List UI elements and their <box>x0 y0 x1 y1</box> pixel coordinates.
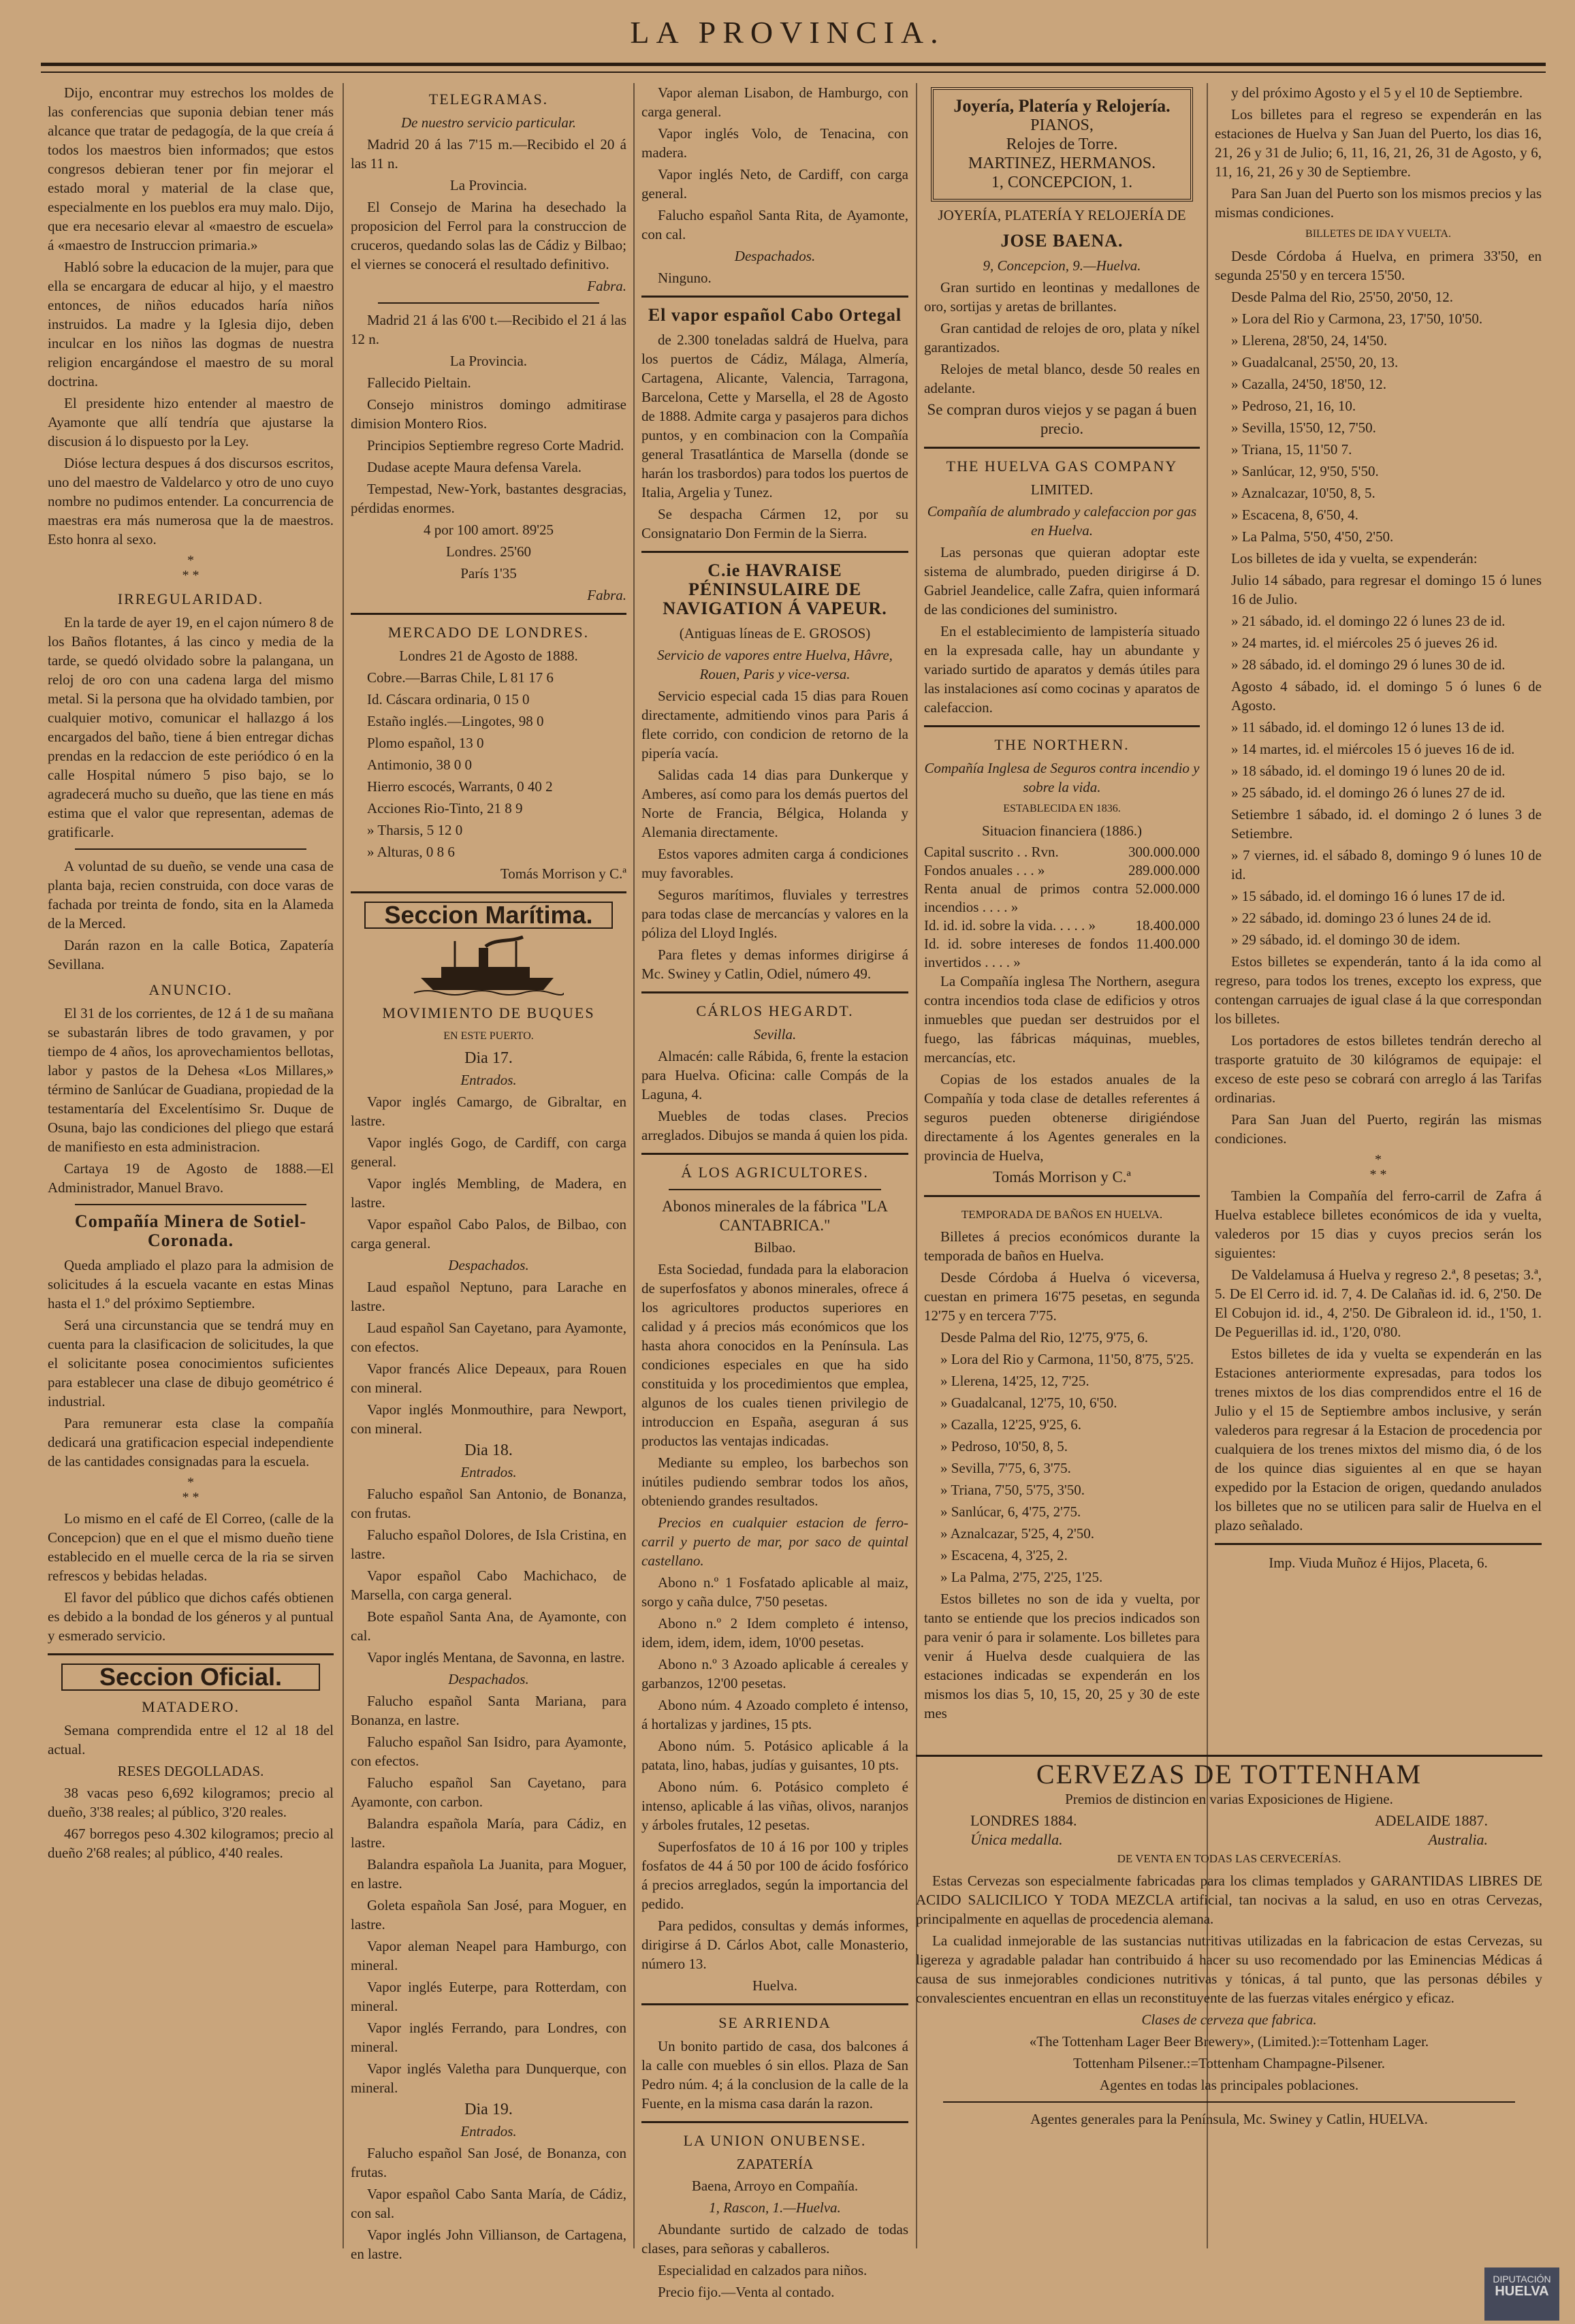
ad-title: Joyería, Platería y Relojería. <box>953 96 1171 116</box>
list-item: Agosto 4 sábado, id. el domingo 5 ó lunes 6 de Agosto. <box>1231 678 1542 714</box>
table-cell-value: 52.000.000 <box>1135 880 1200 897</box>
paragraph: Billetes á precios económicos durante la temporada de baños en Huelva. <box>924 1228 1200 1264</box>
subheading: Abonos minerales de la fábrica "LA CANTABRICA." <box>662 1198 888 1234</box>
ship-entry: Vapor inglés Euterpe, para Rotterdam, con mineral. <box>351 1979 626 2014</box>
paragraph: 38 vacas peso 6,692 kilogramos; precio al dueño, 3'38 reales; al público, 3'20 reales. <box>48 1785 334 1820</box>
heading-jose-baena: JOSE BAENA. <box>1000 231 1124 251</box>
beer-advertisement <box>916 1747 1542 2305</box>
paragraph: Los billetes de ida y vuelta, se expenderán: <box>1231 550 1478 567</box>
ad-box-martinez <box>931 87 1193 202</box>
list-item: » Llerena, 14'25, 12, 7'25. <box>940 1373 1089 1389</box>
separator <box>641 991 908 993</box>
ship-entry: Goleta española San José, para Moguer, en lastre. <box>351 1897 626 1932</box>
column-5 <box>1215 83 1542 1731</box>
column-divider <box>633 83 635 2248</box>
paragraph: Para San Juan del Puerto son los mismos precios y las mismas condiciones. <box>1215 185 1542 221</box>
quote-line: Londres. 25'60 <box>445 543 532 560</box>
paragraph: Seguros marítimos, fluviales y terrestres para todas clase de mercancías y valores en la póliza del Lloyd Inglés. <box>641 887 908 941</box>
ad-line: Relojes de Torre. <box>1006 136 1118 153</box>
market-line: Antimonio, 38 0 0 <box>367 757 473 773</box>
paragraph: La cualidad inmejorable de las sustancias nutritivas utilizadas en la fabricacion de estas Cervezas, su ligereza y agradable paladar han contribuido á hacer su uso recomendado por las Eminencias Médicas á causa de sus inmejorables condiciones nutritivas y tónicas, á tal punto, que las personas débiles y convalescientes encuentran en ellas un reconstituyente de las fuerzas vitales enérgico y eficaz. <box>916 1932 1542 2006</box>
list-item: » Cazalla, 24'50, 18'50, 12. <box>1231 376 1387 392</box>
separator <box>924 1195 1200 1197</box>
paragraph: Abundante surtido de calzado de todas clases, para señoras y caballeros. <box>641 2221 908 2257</box>
paragraph: Tottenham Pilsener.:=Tottenham Champagne-Pilsener. <box>1073 2055 1385 2071</box>
heading-havraise: C.ie HAVRAISE PÉNINSULAIRE DE NAVIGATION Á VAPEUR. <box>663 560 887 618</box>
paragraph: Precio fijo.—Venta al contado. <box>658 2284 835 2300</box>
paragraph: Agentes en todas las principales poblaciones. <box>1099 2077 1359 2093</box>
list-item: » Sanlúcar, 6, 4'75, 2'75. <box>940 1503 1081 1520</box>
table-cell-label: Capital suscrito . . Rvn. <box>924 844 1059 860</box>
paragraph: Para San Juan del Puerto, regirán las mismas condiciones. <box>1215 1111 1542 1147</box>
ornament: * * * <box>182 553 200 583</box>
ship-entry: Vapor inglés Membling, de Madera, en lastre. <box>351 1175 626 1211</box>
paragraph: Desde Córdoba á Huelva ó viceversa, cuestan en primera 16'75 pesetas, en segunda 12'75 y en tercera 7'75. <box>924 1269 1200 1324</box>
separator <box>669 1189 881 1190</box>
paragraph: de 2.300 toneladas saldrá de Huelva, para los puertos de Cádiz, Málaga, Almería, Cartagena, Alicante, Valencia, Tarragona, Barcelona, Cette y Marsella, el 28 de Agosto de 1888. Admite carga y pasajeros para dichos puntos, y en combinacion con la Compañía general Trasatlántica de Marsella (donde se harán los trasbordos) para todos los puertos de Italia, Argelia y Tunez. <box>641 332 908 500</box>
ship-entry: Vapor aleman Lisabon, de Hamburgo, con carga general. <box>641 84 908 120</box>
paragraph: Queda ampliado el plazo para la admision de solicitudes á la escuela vacante en estas Minas hasta el 1.º del próximo Septiembre. <box>48 1257 334 1311</box>
day-heading: Dia 17. <box>464 1049 513 1067</box>
separator <box>924 447 1200 449</box>
award-row <box>916 1830 1542 1849</box>
paragraph: En el establecimiento de lampistería situado en la expresada calle, hay un abundante y variado surtido de aparatos y demás útiles para las instalaciones así como cocinas y aparatos de calefaccion. <box>924 623 1200 716</box>
list-item: » Aznalcazar, 10'50, 8, 5. <box>1231 485 1375 501</box>
heading-mercado: MERCADO DE LONDRES. <box>387 624 590 641</box>
signature: Tomás Morrison y C.ª <box>993 1168 1131 1185</box>
paragraph: Estos billetes se expenderán, tanto á la ida como al regreso, para todos los trenes, excepto los express, que contengan carruajes de igual clase á la que correspondan los billetes. <box>1215 953 1542 1027</box>
paragraph: Tempestad, New-York, bastantes desgracias, pérdidas enormes. <box>351 481 626 516</box>
subheading: DE VENTA EN TODAS LAS CERVECERÍAS. <box>1117 1852 1341 1865</box>
table-cell-value: 18.400.000 <box>1135 917 1200 934</box>
ship-entry: Vapor francés Alice Depeaux, para Rouen con mineral. <box>351 1360 626 1396</box>
list-item: » 18 sábado, id. el domingo 19 ó lunes 20 de id. <box>1231 763 1506 779</box>
ship-entry: Vapor inglés Mentana, de Savonna, en lastre. <box>367 1649 625 1666</box>
section-title-oficial: Seccion Oficial. <box>61 1664 320 1691</box>
ship-entry: Vapor inglés Camargo, de Gibraltar, en lastre. <box>351 1094 626 1129</box>
list-item: » 21 sábado, id. el domingo 22 ó lunes 23 de id. <box>1231 613 1506 629</box>
column-1 <box>48 83 334 2310</box>
paragraph: Un bonito partido de casa, dos balcones á la calle con muebles ó sin ellos. Plaza de San Pedro núm. 4; á la conclusion de la calle de la Fuente, en la misma casa darán la razon. <box>641 2038 908 2112</box>
separator <box>48 1653 334 1655</box>
paragraph: Dióse lectura despues á dos discursos escritos, uno del maestro de Valdelarco y otro de uno cuyo nombre no pudimos entender. La concurrencia de maestras era más numerosa que la de maestros. Esto honra al sexo. <box>48 455 334 547</box>
list-item: » Escacena, 4, 3'25, 2. <box>940 1547 1068 1563</box>
paragraph: Almacén: calle Rábida, 6, frente la estacion para Huelva. Oficina: calle Compás de la Laguna, 4. <box>641 1048 908 1102</box>
signature: Fabra. <box>587 278 626 294</box>
paragraph: Desde Palma del Rio, 12'75, 9'75, 6. <box>940 1329 1149 1346</box>
table-row <box>924 917 1200 935</box>
paragraph: Se despacha Cármen 12, por su Consignatario Don Fermin de la Sierra. <box>641 506 908 541</box>
paragraph: Desde Córdoba á Huelva, en primera 33'50, en segunda 25'50 y en tercera 15'50. <box>1215 248 1542 283</box>
heading-northern: THE NORTHERN. <box>994 736 1130 753</box>
market-line: Estaño inglés.—Lingotes, 98 0 <box>367 713 544 729</box>
subheading: Bilbao. <box>754 1239 796 1256</box>
ad-line: 1, CONCEPCION, 1. <box>991 174 1133 191</box>
stamp-line: DIPUTACIÓN <box>1493 2274 1551 2285</box>
paragraph: Abono núm. 4 Azoado completo é intenso, á hortalizas y jardines, 15 pts. <box>641 1697 908 1732</box>
list-item: » Cazalla, 12'25, 9'25, 6. <box>940 1416 1082 1433</box>
list-item: » Pedroso, 21, 16, 10. <box>1231 398 1356 414</box>
list-item: » 25 sábado, id. el domingo 26 ó lunes 27 de id. <box>1231 784 1506 801</box>
stamp-line: HUELVA <box>1495 2284 1549 2299</box>
separator <box>924 725 1200 727</box>
paragraph: Muebles de todas clases. Precios arreglados. Dibujos se manda á quien los pida. <box>641 1108 908 1143</box>
subheading: Situacion financiera (1886.) <box>982 823 1142 839</box>
paragraph: Darán razon en la calle Botica, Zapatería Sevillana. <box>48 937 334 972</box>
signature: La Provincia. <box>449 353 528 369</box>
masthead <box>0 0 1575 65</box>
subheading: 1, Rascon, 1.—Huelva. <box>709 2199 841 2216</box>
ship-entry: Falucho español Santa Mariana, para Bonanza, en lastre. <box>351 1693 626 1728</box>
ship-entry: Falucho español San Cayetano, para Ayamonte, con carbon. <box>351 1774 626 1810</box>
paragraph: Madrid 20 á las 7'15 m.—Recibido el 20 á las 11 n. <box>351 136 626 172</box>
steamship-illustration <box>414 936 564 997</box>
list-item: » 15 sábado, id. el domingo 16 ó lunes 17 de id. <box>1231 888 1506 904</box>
paragraph: Superfosfatos de 10 á 16 por 100 y triples fosfatos de 44 á 50 por 100 de ácido fosfórico á precios arreglados, según la importancia del pedido. <box>641 1838 908 1912</box>
paragraph: Desde Palma del Rio, 25'50, 20'50, 12. <box>1231 289 1454 305</box>
table-row <box>924 861 1200 880</box>
list-item: » Guadalcanal, 25'50, 20, 13. <box>1231 354 1399 370</box>
award-note: Única medalla. <box>970 1831 1063 1848</box>
archive-stamp <box>1484 2267 1559 2321</box>
ship-entry: Vapor español Cabo Santa María, de Cádiz, con sal. <box>351 2186 626 2221</box>
date-list <box>1215 571 1542 949</box>
ornament: * * * <box>1369 1152 1387 1182</box>
market-line: » Alturas, 0 8 6 <box>367 844 455 860</box>
list-item: » 11 sábado, id. el domingo 12 ó lunes 13 de id. <box>1231 719 1505 735</box>
paragraph: Lo mismo en el café de El Correo, (calle de la Concepcion) que en el que el mismo dueño tiene establecido en el muelle cerca de la ria se sirven refrescos y bebidas heladas. <box>48 1510 334 1584</box>
paragraph: Los portadores de estos billetes tendrán derecho al trasporte gratuito de 30 kilógramos de equipaje: el exceso de este peso se cobrará con arreglo á las Tarifas ordinarias. <box>1215 1032 1542 1106</box>
subheading: 9, Concepcion, 9.—Huelva. <box>983 257 1141 274</box>
list-item: » 29 sábado, id. el domingo 30 de idem. <box>1231 932 1461 948</box>
ad-line: PIANOS, <box>1030 116 1094 134</box>
market-line: Id. Cáscara ordinaria, 0 15 0 <box>367 691 530 707</box>
paragraph: Para pedidos, consultas y demás informes, dirigirse á D. Cárlos Abot, calle Monasterio, número 13. <box>641 1917 908 1972</box>
paragraph: Consejo ministros domingo admitirase dimision Montero Rios. <box>351 396 626 432</box>
ship-entry: Falucho español San José, de Bonanza, con frutas. <box>351 2145 626 2180</box>
list-item: » 22 sábado, id. domingo 23 ó lunes 24 de id. <box>1231 910 1492 926</box>
separator <box>641 296 908 298</box>
paragraph: Abono núm. 6. Potásico completo é intenso, aplicable á las viñas, olivos, naranjos y árboles frutales, 12 pesetas. <box>641 1779 908 1833</box>
market-line: Hierro escocés, Warrants, 0 40 2 <box>367 778 553 795</box>
list-item: » 28 sábado, id. el domingo 29 ó lunes 30 de id. <box>1231 656 1506 673</box>
list-item: » Triana, 7'50, 5'75, 3'50. <box>940 1482 1085 1498</box>
paragraph: Tambien la Compañía del ferro-carril de Zafra á Huelva establece billetes económicos de ida y vuelta, valederos por 15 dias y cuyos precios serán los siguientes: <box>1215 1188 1542 1261</box>
market-line: Londres 21 de Agosto de 1888. <box>399 648 578 664</box>
list-item: » Triana, 15, 11'50 7. <box>1231 441 1352 458</box>
subheading: JOYERÍA, PLATERÍA Y RELOJERÍA DE <box>938 207 1186 223</box>
list-item: » 14 martes, id. el miércoles 15 ó jueves 16 de id. <box>1231 741 1515 757</box>
paragraph: Precios en cualquier estacion de ferro-carril y puerto de mar, por saco de quintal castellano. <box>641 1514 908 1569</box>
subheading: Baena, Arroyo en Compañía. <box>691 2178 859 2194</box>
subheading: Despachados. <box>448 1257 529 1273</box>
separator <box>1215 1543 1542 1545</box>
heading-se-arrienda: SE ARRIENDA <box>718 2014 831 2031</box>
paragraph: 467 borregos peso 4.302 kilogramos; precio al dueño 2'68 reales; al público, 4'40 reales. <box>48 1826 334 1861</box>
heading-telegramas: TELEGRAMAS. <box>428 91 549 108</box>
paragraph: Mediante su empleo, los barbechos son inútiles pudiendo sembrar todos los años, obteniendo grandes resultados. <box>641 1454 908 1509</box>
column-divider <box>343 83 344 2248</box>
paragraph: Estos billetes no son de ida y vuelta, por tanto se entiende que los precios indicados son para venir ó para ir solamente. Los billetes para venir á Huelva desde cualquiera de las estaciones indicadas se expenderán en los mismos los dias 5, 10, 15, 20, 25 y 30 de este mes <box>924 1591 1200 1721</box>
paragraph: y del próximo Agosto y el 5 y el 10 de Septiembre. <box>1231 84 1523 101</box>
subheading: Despachados. <box>448 1671 529 1687</box>
paragraph: Estos vapores admiten carga á condiciones muy favorables. <box>641 846 908 881</box>
paragraph: Dijo, encontrar muy estrechos los moldes de las conferencias que suponia debian tener más alcance que tratar de pedagogía, de la que creía á todos los maestros bien informados; que estos congresos debieran tener por fin mejorar el estado moral y material de la clase que, especialmente en los pueblos era muy malo. Dijo, que era necesario elevar al «maestro de escuela» á «maestro de Instruccion primaria.» <box>48 84 334 253</box>
ship-entry: Vapor inglés Volo, de Tenacina, con madera. <box>641 125 908 161</box>
subheading: Entrados. <box>460 2123 517 2139</box>
paragraph: Copias de los estados anuales de la Compañía y toda clase de detalles referentes á seguros pueden obtenerse dirigiéndose directamente á los Agentes generales en la provincia de Huelva, <box>924 1071 1200 1164</box>
ship-entry: Laud español San Cayetano, para Ayamonte, con efectos. <box>351 1320 626 1355</box>
market-line: Acciones Rio-Tinto, 21 8 9 <box>367 800 523 816</box>
column-3 <box>641 83 908 2310</box>
list-item: » 24 martes, id. el miércoles 25 ó jueves 26 id. <box>1231 635 1498 651</box>
paragraph: La Compañía inglesa The Northern, asegura contra incendios toda clase de edificios y otros inmuebles que puedan ser destruidos por el fuego, las fábricas máquinas, muebles, mercancías, etc. <box>924 973 1200 1066</box>
table-cell-label: Renta anual de primos contra incendios . . . . » <box>924 880 1128 915</box>
subheading: Sevilla. <box>753 1026 797 1042</box>
day-heading: Dia 18. <box>464 1442 513 1459</box>
ornament: * * * <box>182 1475 200 1505</box>
ship-entry: Balandra española María, para Cádiz, en lastre. <box>351 1815 626 1851</box>
table-cell-value: 11.400.000 <box>1136 936 1200 952</box>
subheading: Entrados. <box>460 1464 517 1480</box>
list-item: » La Palma, 5'50, 4'50, 2'50. <box>1231 528 1394 545</box>
subheading: ESTABLECIDA EN 1836. <box>1003 803 1121 814</box>
list-item: » Guadalcanal, 12'75, 10, 6'50. <box>940 1395 1117 1411</box>
subheading: Compañía de alumbrado y calefaccion por gas en Huelva. <box>927 503 1197 539</box>
list-item: » 7 viernes, id. el sábado 8, domingo 9 ó lunes 10 de id. <box>1231 847 1542 882</box>
paragraph: Madrid 21 á las 6'00 t.—Recibido el 21 á las 12 n. <box>351 312 626 347</box>
separator <box>641 2003 908 2005</box>
heading-movimiento: MOVIMIENTO DE BUQUES <box>382 1004 595 1021</box>
separator <box>641 551 908 553</box>
table-cell-label: Id. id. id. sobre la vida. . . . . » <box>924 917 1096 934</box>
table-cell-value: 300.000.000 <box>1128 844 1200 860</box>
paragraph: Para fletes y demas informes dirigirse á Mc. Swiney y Catlin, Odiel, número 49. <box>641 946 908 982</box>
separator <box>641 1153 908 1155</box>
signature: Tomás Morrison y C.ª <box>500 865 626 882</box>
heading-anuncio: ANUNCIO. <box>148 981 233 998</box>
subheading: De nuestro servicio particular. <box>400 114 577 131</box>
paragraph: Semana comprendida entre el 12 al 18 del actual. <box>48 1722 334 1757</box>
paragraph: Los billetes para el regreso se expenderán en las estaciones de Huelva y San Juan del Puerto, los dias 16, 21, 26 y 31 de Julio; 6, 11, 16, 21, 26, 31 de Agosto, y 6, 11, 16, 21, 26 y 30 de Septiembre. <box>1215 106 1542 180</box>
list-item: » Sevilla, 7'75, 6, 3'75. <box>940 1460 1071 1476</box>
paragraph: Abono núm. 5. Potásico aplicable á la patata, lino, habas, judías y guisantes, 10 pts. <box>641 1738 908 1773</box>
separator <box>351 891 626 893</box>
ship-entry: Vapor inglés Gogo, de Cardiff, con carga general. <box>351 1134 626 1170</box>
heading-compania-minera: Compañía Minera de Sotiel-Coronada. <box>74 1211 307 1250</box>
paragraph: Servicio especial cada 15 dias para Rouen directamente, admitiendo vinos para Paris á flete corrido, con condicion de retorno de la pipería vacía. <box>641 688 908 761</box>
subheading: Compañía Inglesa de Seguros contra incendio y sobre la vida. <box>924 760 1200 795</box>
heading-banos: TEMPORADA DE BAÑOS EN HUELVA. <box>961 1208 1163 1221</box>
table-cell-value: 289.000.000 <box>1128 862 1200 878</box>
section-title-maritima: Seccion Marítima. <box>364 902 613 929</box>
paragraph: En la tarde de ayer 19, en el cajon número 8 de los Baños flotantes, á las cinco y media de la tarde, se quedó olvidado sobre la palangana, un reloj de oro con una cadena larga del mismo metal. Si la persona que ha olvidado tambien, por cualquier motivo, comunicar el hallazgo á los encargados del baño, tiene á bien entregar dichas prendas en la redaccion de este periódico ó en la calle Hospital número 5 piso bajo, se lo agradecerá mucho su dueño, que las tiene en más estima que el valor que representan, ademas de gratificarle. <box>48 614 334 840</box>
list-item: Setiembre 1 sábado, id. el domingo 2 ó lunes 3 de Setiembre. <box>1231 806 1542 842</box>
subheading: Clases de cerveza que fabrica. <box>1141 2011 1317 2028</box>
ship-entry: Falucho español Dolores, de Isla Cristina, en lastre. <box>351 1527 626 1562</box>
separator <box>75 848 306 850</box>
paragraph: «The Tottenham Lager Beer Brewery», (Limited.):=Tottenham Lager. <box>1029 2033 1429 2050</box>
fare-list <box>924 1350 1200 1587</box>
heading-union-onubense: LA UNION ONUBENSE. <box>683 2132 867 2149</box>
market-line: Plomo español, 13 0 <box>367 735 484 751</box>
day-heading: Dia 19. <box>464 2101 513 2118</box>
subheading: Entrados. <box>460 1072 517 1088</box>
paragraph: Se compran duros viejos y se pagan á buen precio. <box>927 401 1197 437</box>
paragraph: Será una circunstancia que se tendrá muy en cuenta para la clasificacion de solicitudes, la que el solicitante posea conocimientos suficientes para establecer una clase de dibujo geométrico é industrial. <box>48 1317 334 1410</box>
ship-entry: Vapor inglés Ferrando, para Londres, con mineral. <box>351 2020 626 2055</box>
paragraph: Abono n.º 2 Idem completo é intenso, idem, idem, idem, idem, 10'00 pesetas. <box>641 1615 908 1651</box>
header-rule <box>41 63 1546 73</box>
ad-line: MARTINEZ, HERMANOS. <box>968 155 1156 172</box>
separator <box>351 613 626 615</box>
paragraph: Agentes generales para la Península, Mc. Swiney y Catlin, HUELVA. <box>1030 2111 1428 2127</box>
list-item: » Aznalcazar, 5'25, 4, 2'50. <box>940 1525 1094 1542</box>
subheading: (Antiguas líneas de E. GROSOS) <box>679 625 871 641</box>
paragraph: El favor del público que dichos cafés obtienen es debido a la bondad de los géneros y al puntual y esmerado servicio. <box>48 1589 334 1644</box>
subheading: LIMITED. <box>1030 481 1094 498</box>
paragraph: El 31 de los corrientes, de 12 á 1 de su mañana se subastarán libres de todo gravamen, y por tiempo de 4 años, los aprovechamientos bellotas, labor y pastos de la Dehesa «Los Millares,» término de Sanlúcar de Guadiana, propiedad de la testamentaría del Excelentísimo Sr. Duque de Osuna, bajo las condiciones del pliego que estará de manifiesto en esta administracion. <box>48 1005 334 1155</box>
paragraph: Habló sobre la educacion de la mujer, para que ella se encargara de educar al hijo, y el maestro entonces, de niños educados haría niños instruidos. La madre y la Iglesia dijo, deben inculcar en los niños las dogmas de nuestra religion encargándose el maestro de su moral doctrina. <box>48 259 334 389</box>
table-row <box>924 880 1200 917</box>
subheading: Despachados. <box>734 248 816 264</box>
heading-irregularidad: IRREGULARIDAD. <box>117 590 264 607</box>
subheading: EN ESTE PUERTO. <box>443 1030 534 1042</box>
paragraph: Fallecido Pieltain. <box>367 375 471 391</box>
separator <box>943 2101 1515 2103</box>
paragraph: Para remunerar esta clase la compañía dedicará una gratificacion especial independiente de las cantidades consignadas para la escuela. <box>48 1415 334 1469</box>
quote-line: 4 por 100 amort. 89'25 <box>423 522 554 538</box>
paragraph: De Valdelamusa á Huelva y regreso 2.ª, 8 pesetas; 3.ª, 5. De El Cerro id. id. 7, 4. De Calañas id. id. 6, 2'50. De El Cobujon id. id., 4, 2'50. De Gibraleon id. id., 1'50, 1. De Peguerillas id. id., 1'20, 0'80. <box>1215 1267 1542 1340</box>
ship-entry: Vapor inglés Valetha para Dunquerque, con mineral. <box>351 2060 626 2096</box>
paragraph: Estos billetes de ida y vuelta se expenderán en las Estaciones anteriormente expresadas, para todos los trenes mixtos de los dias comprendidos entre el 16 de Julio y el 15 de Septiembre ambos inclusive, y serán valederos para regresar á la Estacion de procedencia por cualquiera de los trenes mixtos del mismo dia, ó de los de los quince dias siguientes al en que se hayan expedido por la Estacion de origen, quedando anulados los billetes que no se utilicen para salir de Huelva en el plazo señalado. <box>1215 1346 1542 1533</box>
paragraph: Abono n.º 3 Azoado aplicable á cereales y garbanzos, 12'00 pesetas. <box>641 1656 908 1691</box>
separator <box>641 2121 908 2123</box>
list-item: » Lora del Rio y Carmona, 23, 17'50, 10'50. <box>1231 311 1483 327</box>
paragraph: Especialidad en calzados para niños. <box>658 2262 868 2278</box>
heading-agricultores: Á LOS AGRICULTORES. <box>681 1164 869 1181</box>
heading-ida-vuelta: BILLETES DE IDA Y VUELTA. <box>1305 228 1451 240</box>
paragraph: Estas Cervezas son especialmente fabricadas para los climas templados y GARANTIDAS LIBRES DE ACIDO SALICILICO Y TODA MEZCLA artificial, tan nocivas a la salud, en uso en otras Cervezas, principalmente en aquellas de procedencia alemana. <box>916 1873 1542 1927</box>
separator <box>75 1204 306 1205</box>
paragraph: Gran surtido en leontinas y medallones de oro, sortijas y aretas de brillantes. <box>924 279 1200 315</box>
quote-line: París 1'35 <box>460 565 517 582</box>
ship-entry: Vapor inglés Monmouthire, para Newport, con mineral. <box>351 1401 626 1437</box>
ship-entry: Vapor español Cabo Palos, de Bilbao, con carga general. <box>351 1216 626 1252</box>
table-cell-label: Fondos anuales . . . » <box>924 862 1045 878</box>
ship-entry: Balandra española La Juanita, para Moguer, en lastre. <box>351 1856 626 1892</box>
ship-entry: Vapor inglés John Villianson, de Cartagena, en lastre. <box>351 2227 626 2262</box>
subheading: RESES DEGOLLADAS. <box>117 1763 264 1779</box>
list-item: » La Palma, 2'75, 2'25, 1'25. <box>940 1569 1103 1585</box>
signature: La Provincia. <box>449 177 528 193</box>
financial-table <box>924 843 1200 972</box>
award-note: Australia. <box>1428 1831 1488 1848</box>
ship-entry: Bote español Santa Ana, de Ayamonte, con cal. <box>351 1608 626 1644</box>
heading-carlos-hegardt: CÁRLOS HEGARDT. <box>696 1002 854 1019</box>
column-2 <box>351 83 626 2310</box>
table-cell-label: Id. id. sobre intereses de fondos invertidos . . . . » <box>924 936 1128 970</box>
award-adelaide: ADELAIDE 1887. <box>1374 1812 1488 1829</box>
list-item: » Pedroso, 10'50, 8, 5. <box>940 1438 1068 1454</box>
paragraph: A voluntad de su dueño, se vende una casa de planta baja, recien construida, con doce varas de fachada por treinta de fondo, sita en la Alameda de la Merced. <box>48 858 334 932</box>
list-item: » Escacena, 8, 6'50, 4. <box>1231 507 1358 523</box>
paragraph: Esta Sociedad, fundada para la elaboracion de superfosfatos y abonos minerales, ofrece á los agricultores productos superiores en calidad y á precios más económicos que los hasta ahora conocidos en la Península. Las condiciones especiales en que ha sido constituida y los procedimientos que emplea, algunos de los cuales tienen privilegio de introduccion en España, aseguran á sus productos las ventajas indicadas. <box>641 1261 908 1449</box>
separator <box>378 302 599 304</box>
signature: Fabra. <box>587 587 626 603</box>
table-row <box>924 935 1200 972</box>
award-row <box>916 1811 1542 1830</box>
heading-matadero: MATADERO. <box>142 1698 240 1715</box>
paragraph: Principios Septiembre regreso Corte Madrid. <box>367 437 624 453</box>
market-line: » Tharsis, 5 12 0 <box>367 822 463 838</box>
heading-gas-company: THE HUELVA GAS COMPANY <box>946 458 1178 475</box>
subheading: ZAPATERÍA <box>736 2156 814 2172</box>
ship-entry: Vapor español Cabo Machichaco, de Marsella, con carga general. <box>351 1567 626 1603</box>
paragraph: El presidente hizo entender al maestro de Ayamonte que allí tendría que ajustarse la discusion á lo dispuesto por la Ley. <box>48 395 334 449</box>
newspaper-title: LA PROVINCIA. <box>630 15 945 50</box>
ship-entry: Falucho español San Antonio, de Bonanza, con frutas. <box>351 1486 626 1521</box>
list-item: » Sevilla, 15'50, 12, 7'50. <box>1231 419 1376 436</box>
paragraph: Las personas que quieran adoptar este sistema de alumbrado, pueden dirigirse á D. Gabriel Jeandelice, calle Zafra, quien informará de las condiciones del suministro. <box>924 544 1200 618</box>
ship-entry: Vapor aleman Neapel para Hamburgo, con mineral. <box>351 1938 626 1973</box>
list-item: Julio 14 sábado, para regresar el domingo 15 ó lunes 16 de Julio. <box>1231 572 1542 607</box>
subheading: Premios de distincion en varias Exposiciones de Higiene. <box>1065 1791 1393 1807</box>
heading-cervezas: CERVEZAS DE TOTTENHAM <box>1036 1759 1422 1789</box>
list-item: » Llerena, 28'50, 24, 14'50. <box>1231 332 1388 349</box>
imprint: Imp. Viuda Muñoz é Hijos, Placeta, 6. <box>1269 1555 1488 1571</box>
paragraph: Gran cantidad de relojes de oro, plata y níkel garantizados. <box>924 320 1200 355</box>
table-row <box>924 843 1200 861</box>
ship-entry: Falucho español Santa Rita, de Ayamonte, con cal. <box>641 207 908 242</box>
paragraph: Cartaya 19 de Agosto de 1888.—El Administrador, Manuel Bravo. <box>48 1160 334 1196</box>
subheading: Servicio de vapores entre Huelva, Hâvre, Rouen, Paris y vice-versa. <box>657 647 893 682</box>
paragraph: El Consejo de Marina ha desechado la proposicion del Ferrol para la construccion de cruceros, quedando solas las de Cádiz y Bilbao; el viernes se conocerá el resultado definitivo. <box>351 199 626 272</box>
list-item: » Lora del Rio y Carmona, 11'50, 8'75, 5'25. <box>940 1351 1194 1367</box>
ship-entry: Vapor inglés Neto, de Cardiff, con carga general. <box>641 166 908 202</box>
ship-entry: Falucho español San Isidro, para Ayamonte, con efectos. <box>351 1734 626 1769</box>
heading-cabo-ortegal: El vapor español Cabo Ortegal <box>648 305 902 325</box>
paragraph: Relojes de metal blanco, desde 50 reales en adelante. <box>924 361 1200 396</box>
separator <box>916 1755 1542 1757</box>
paragraph: Salidas cada 14 dias para Dunkerque y Amberes, así como para los demás puertos del Norte de Francia, Bélgica, Holanda y Alemania directamente. <box>641 767 908 840</box>
ship-entry: Ninguno. <box>658 270 712 286</box>
award-london: LONDRES 1884. <box>970 1812 1077 1829</box>
list-item: » Sanlúcar, 12, 9'50, 5'50. <box>1231 463 1379 479</box>
ship-entry: Laud español Neptuno, para Larache en lastre. <box>351 1279 626 1314</box>
column-4 <box>924 83 1200 1731</box>
subheading: Huelva. <box>752 1977 797 1994</box>
paragraph: Dudase acepte Maura defensa Varela. <box>367 459 582 475</box>
paragraph: Abono n.º 1 Fosfatado aplicable al maiz, sorgo y caña dulce, 7'50 pesetas. <box>641 1574 908 1610</box>
market-line: Cobre.—Barras Chile, L 81 17 6 <box>367 669 554 686</box>
fare-list <box>1215 309 1542 546</box>
